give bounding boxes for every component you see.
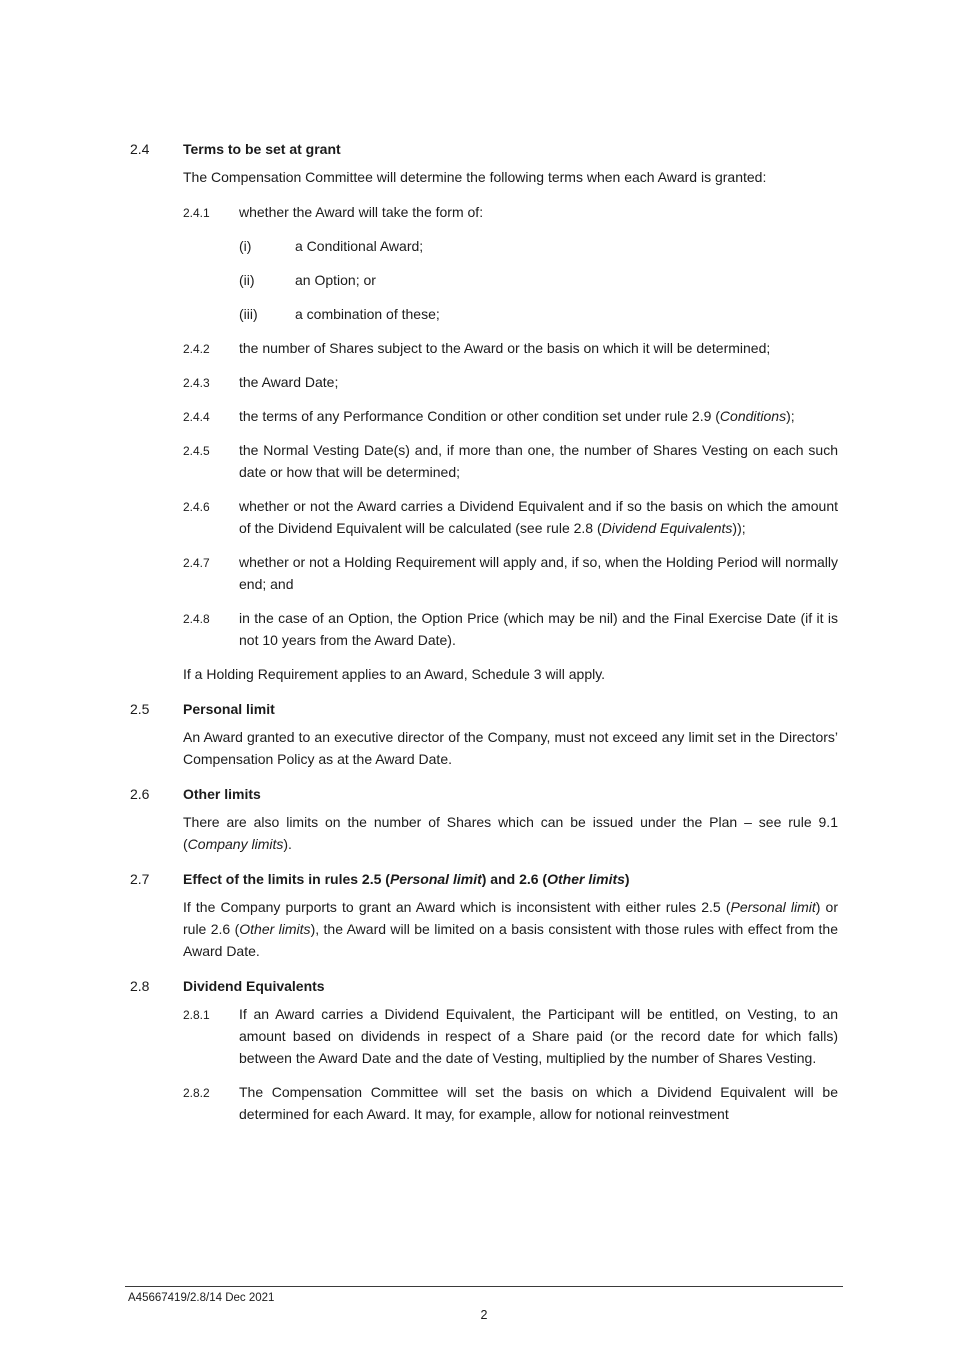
- subsection-2-8-2: [183, 1081, 838, 1137]
- list-item-iii: [239, 303, 838, 337]
- section-number: 2.7: [130, 871, 150, 887]
- subsection-number: 2.8.1: [183, 1008, 210, 1022]
- section-number: 2.5: [130, 701, 150, 717]
- section-2-8: [130, 975, 838, 1137]
- subsection-body: [239, 201, 838, 337]
- document-content: [130, 138, 838, 1137]
- section-number: 2.4: [130, 141, 150, 157]
- document-reference: A45667419/2.8/14 Dec 2021: [128, 1292, 275, 1304]
- subsection-2-4-4: [183, 405, 838, 439]
- section-title: Dividend Equivalents: [183, 978, 325, 994]
- section-2-6: [130, 783, 838, 855]
- section-closing-paragraph: If a Holding Requirement applies to an Award, Schedule 3 will apply.: [183, 666, 606, 682]
- subsection-number: 2.4.3: [183, 376, 210, 390]
- section-title: Effect of the limits in rules 2.5 (Personal limit) and 2.6 (Other limits): [183, 871, 630, 887]
- subsection-2-4-7: [183, 551, 838, 607]
- list-marker: (i): [239, 238, 252, 254]
- list-item-ii: [239, 269, 838, 303]
- subsection-text: The Compensation Committee will set the basis on which a Dividend Equivalent will be determined for each Award. It may, for example, allow for notional reinvestment: [239, 1084, 838, 1122]
- page-footer: [125, 1286, 843, 1323]
- section-2-5: [130, 698, 838, 770]
- subsection-number: 2.4.8: [183, 612, 210, 626]
- subsection-2-4-5: [183, 439, 838, 495]
- section-heading-row: [130, 783, 838, 805]
- section-title: Personal limit: [183, 701, 275, 717]
- section-heading-row: [130, 698, 838, 720]
- subsection-number: 2.4.2: [183, 342, 210, 356]
- section-body-paragraph: An Award granted to an executive director of the Company, must not exceed any limit set in the Directors’ Compensation Policy as at the Award Date.: [183, 729, 838, 767]
- list-marker: (iii): [239, 306, 258, 322]
- section-heading-row: [130, 138, 838, 160]
- subsection-text: If an Award carries a Dividend Equivalent, the Participant will be entitled, on Vesting, to an amount based on dividends in respect of a Share paid (or the record date for which falls) between the Award Date and the date of Vesting, multiplied by the number of Shares Vesting.: [239, 1006, 838, 1066]
- section-body-paragraph: There are also limits on the number of Shares which can be issued under the Plan – see rule 9.1 (Company limits).: [183, 814, 838, 852]
- subsection-number: 2.4.5: [183, 444, 210, 458]
- subsection-2-4-8: [183, 607, 838, 663]
- section-2-4: [130, 138, 838, 685]
- section-body-paragraph: If the Company purports to grant an Award which is inconsistent with either rules 2.5 (Personal limit) or rule 2.6 (Other limits), the Award will be limited on a basis consistent with those rules with effect from the Award Date.: [183, 899, 839, 959]
- subsection-2-4-6: [183, 495, 838, 551]
- subsection-2-4-3: [183, 371, 838, 405]
- list-marker: (ii): [239, 272, 255, 288]
- subsection-2-8-1: [183, 1003, 838, 1081]
- subsection-text: the terms of any Performance Condition or other condition set under rule 2.9 (Conditions);: [239, 408, 795, 424]
- subsection-text: whether or not a Holding Requirement will apply and, if so, when the Holding Period will normally end; and: [239, 554, 838, 592]
- section-2-7: [130, 868, 838, 962]
- list-item-i: [239, 235, 838, 269]
- section-number: 2.8: [130, 978, 150, 994]
- section-heading-row: [130, 975, 838, 997]
- subsection-2-4-1: [183, 201, 838, 337]
- section-title: Terms to be set at grant: [183, 141, 341, 157]
- subsection-number: 2.4.1: [183, 206, 210, 220]
- list-item-text: a Conditional Award;: [295, 238, 424, 254]
- list-item-text: an Option; or: [295, 272, 376, 288]
- subsection-text: the Normal Vesting Date(s) and, if more than one, the number of Shares Vesting on each such date or how that will be determined;: [239, 442, 838, 480]
- section-intro-paragraph: The Compensation Committee will determine the following terms when each Award is granted:: [183, 169, 767, 185]
- section-number: 2.6: [130, 786, 150, 802]
- page-number: 2: [480, 1308, 488, 1322]
- subsection-2-4-2: [183, 337, 838, 371]
- subsection-number: 2.4.4: [183, 410, 210, 424]
- subsection-number: 2.4.6: [183, 500, 210, 514]
- subsection-text: whether the Award will take the form of:: [239, 204, 484, 220]
- subsection-number: 2.8.2: [183, 1086, 210, 1100]
- section-title: Other limits: [183, 786, 261, 802]
- subsection-text: the number of Shares subject to the Award or the basis on which it will be determined;: [239, 340, 771, 356]
- subsection-text: whether or not the Award carries a Dividend Equivalent and if so the basis on which the amount of the Dividend Equivalent will be calculated (see rule 2.8 (Dividend Equivalents));: [239, 498, 838, 536]
- list-item-text: a combination of these;: [295, 306, 440, 322]
- subsection-text: in the case of an Option, the Option Price (which may be nil) and the Final Exercise Date (if it is not 10 years from the Award Date).: [239, 610, 838, 648]
- subsection-text: the Award Date;: [239, 374, 339, 390]
- section-heading-row: [130, 868, 838, 890]
- subsection-number: 2.4.7: [183, 556, 210, 570]
